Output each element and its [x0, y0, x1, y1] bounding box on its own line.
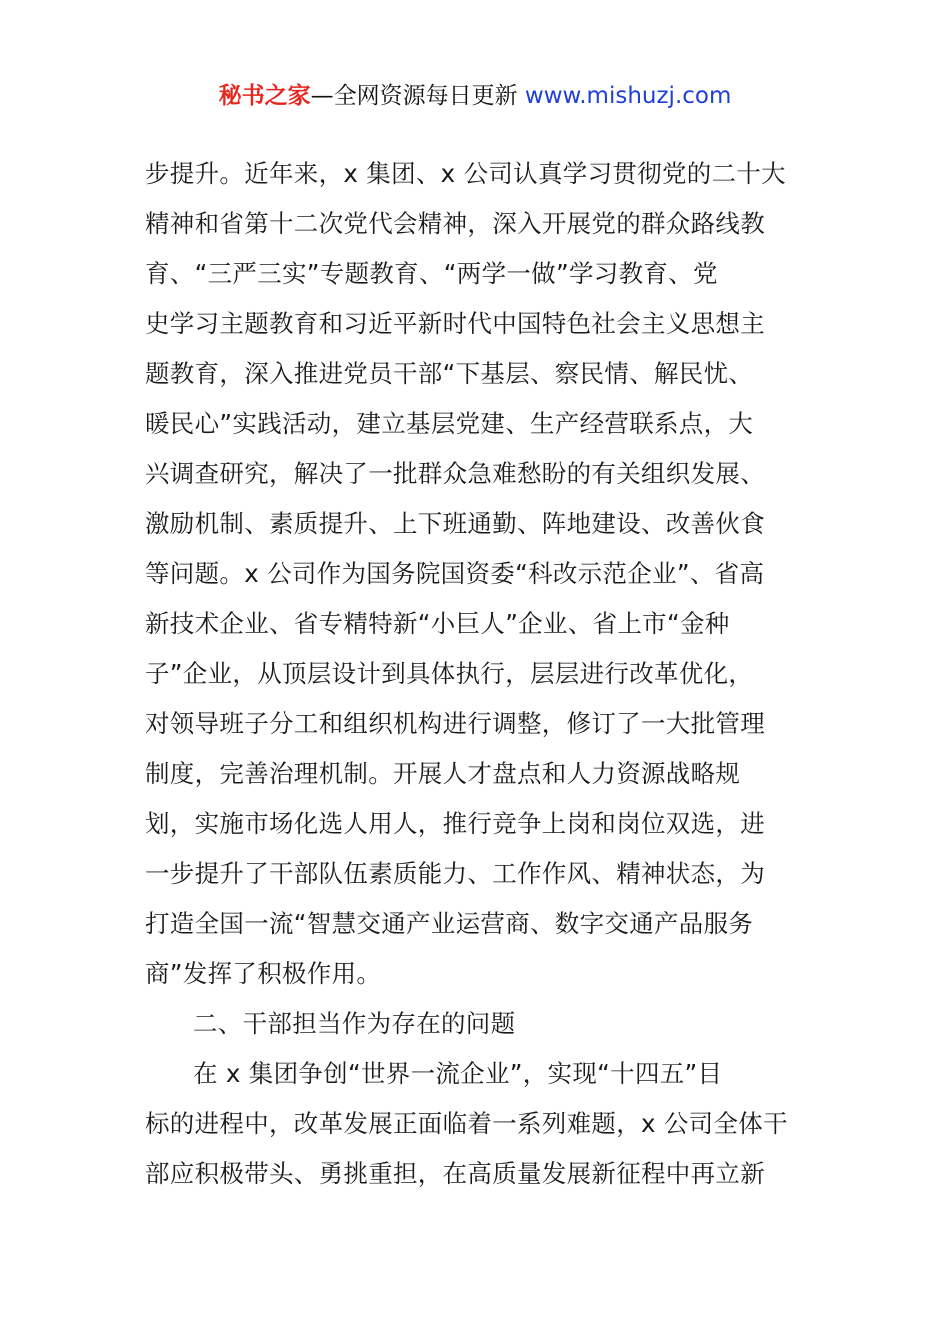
document-body [145, 149, 810, 1199]
text-line: 题教育，深入推进党员干部“下基层、察民情、解民忧、 [145, 359, 754, 388]
text-line: 标的进程中，改革发展正面临着一系列难题，x 公司全体干 [145, 1109, 788, 1138]
text-line: 制度，完善治理机制。开展人才盘点和人力资源战略规 [145, 759, 741, 788]
text-line: 商”发挥了积极作用。 [145, 959, 382, 988]
website-link[interactable]: www.mishuzj.com [524, 83, 732, 109]
text-line: 划，实施市场化选人用人，推行竞争上岗和岗位双选，进 [145, 809, 765, 838]
text-line: 步提升。近年来，x 集团、x 公司认真学习贯彻党的二十大 [145, 159, 786, 188]
text-line: 在 x 集团争创“世界一流企业”，实现“十四五”目 [193, 1059, 723, 1088]
text-line: 兴调查研究，解决了一批群众急难愁盼的有关组织发展、 [145, 459, 765, 488]
text-line: 打造全国一流“智慧交通产业运营商、数字交通产品服务 [145, 909, 754, 938]
text-line: 对领导班子分工和组织机构进行调整，修订了一大批管理 [145, 709, 765, 738]
text-line: 等问题。x 公司作为国务院国资委“科改示范企业”、省高 [145, 559, 765, 588]
section-heading: 二、干部担当作为存在的问题 [193, 1009, 516, 1038]
text-line: 部应积极带头、勇挑重担，在高质量发展新征程中再立新 [145, 1159, 765, 1188]
header-tagline: —全网资源每日更新 [310, 83, 518, 109]
text-line: 精神和省第十二次党代会精神，深入开展党的群众路线教 [145, 209, 765, 238]
text-line: 新技术企业、省专精特新“小巨人”企业、省上市“金种 [145, 609, 730, 638]
brand-name: 秘书之家 [218, 83, 311, 109]
text-line: 子”企业，从顶层设计到具体执行，层层进行改革优化， [145, 659, 754, 688]
page-header [0, 80, 950, 112]
text-line: 育、“三严三实”专题教育、“两学一做”学习教育、党 [145, 259, 718, 288]
text-line: 一步提升了干部队伍素质能力、工作作风、精神状态，为 [145, 859, 765, 888]
text-line: 暖民心”实践活动，建立基层党建、生产经营联系点，大 [145, 409, 754, 438]
text-line: 史学习主题教育和习近平新时代中国特色社会主义思想主 [145, 309, 765, 338]
text-line: 激励机制、素质提升、上下班通勤、阵地建设、改善伙食 [145, 509, 765, 538]
